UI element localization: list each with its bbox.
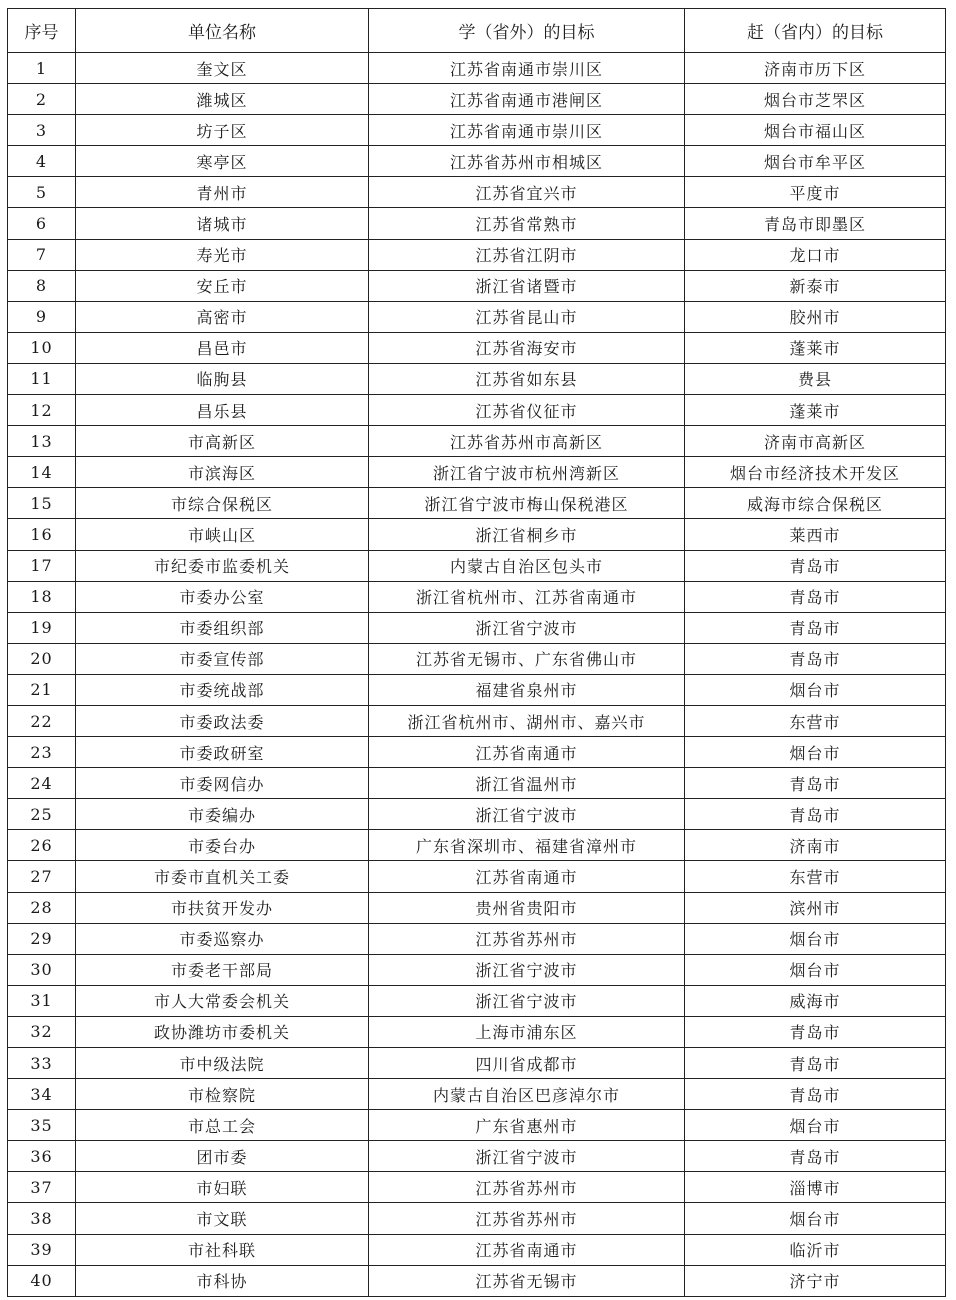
cell-unit-name: 政协潍坊市委机关 <box>76 1016 369 1047</box>
cell-unit-name: 高密市 <box>76 301 369 332</box>
table-row <box>8 332 946 363</box>
cell-index: 9 <box>8 301 76 332</box>
table-row <box>8 674 946 705</box>
cell-catch-up-target: 平度市 <box>685 177 946 208</box>
cell-learn-target: 浙江省桐乡市 <box>369 519 685 550</box>
cell-unit-name: 市委网信办 <box>76 768 369 799</box>
cell-index: 18 <box>8 581 76 612</box>
cell-unit-name: 市委编办 <box>76 799 369 830</box>
cell-learn-target: 江苏省苏州市 <box>369 1172 685 1203</box>
table-row <box>8 705 946 736</box>
cell-learn-target: 江苏省南通市港闸区 <box>369 84 685 115</box>
cell-catch-up-target: 青岛市 <box>685 612 946 643</box>
cell-unit-name: 市检察院 <box>76 1079 369 1110</box>
cell-index: 11 <box>8 363 76 394</box>
cell-unit-name: 坊子区 <box>76 115 369 146</box>
cell-index: 32 <box>8 1016 76 1047</box>
cell-catch-up-target: 烟台市 <box>685 954 946 985</box>
table-row <box>8 643 946 674</box>
cell-catch-up-target: 青岛市即墨区 <box>685 208 946 239</box>
cell-catch-up-target: 济宁市 <box>685 1265 946 1296</box>
table-row <box>8 301 946 332</box>
cell-learn-target: 江苏省江阴市 <box>369 239 685 270</box>
cell-catch-up-target: 莱西市 <box>685 519 946 550</box>
table-row <box>8 923 946 954</box>
cell-unit-name: 市中级法院 <box>76 1048 369 1079</box>
table-row <box>8 768 946 799</box>
cell-unit-name: 市滨海区 <box>76 457 369 488</box>
table-body <box>8 53 946 1297</box>
cell-unit-name: 潍城区 <box>76 84 369 115</box>
table-row <box>8 270 946 301</box>
table-row <box>8 799 946 830</box>
cell-index: 20 <box>8 643 76 674</box>
cell-catch-up-target: 龙口市 <box>685 239 946 270</box>
cell-index: 17 <box>8 550 76 581</box>
header-unit-name: 单位名称 <box>76 9 369 53</box>
cell-unit-name: 市委办公室 <box>76 581 369 612</box>
cell-index: 34 <box>8 1079 76 1110</box>
cell-learn-target: 江苏省海安市 <box>369 332 685 363</box>
table-row <box>8 861 946 892</box>
cell-learn-target: 江苏省苏州市 <box>369 923 685 954</box>
cell-learn-target: 浙江省宁波市 <box>369 985 685 1016</box>
table-row <box>8 146 946 177</box>
cell-index: 10 <box>8 332 76 363</box>
table-row <box>8 53 946 84</box>
cell-learn-target: 江苏省昆山市 <box>369 301 685 332</box>
cell-catch-up-target: 烟台市福山区 <box>685 115 946 146</box>
cell-index: 38 <box>8 1203 76 1234</box>
cell-index: 16 <box>8 519 76 550</box>
cell-unit-name: 市委政法委 <box>76 705 369 736</box>
cell-unit-name: 市委宣传部 <box>76 643 369 674</box>
table-row <box>8 1141 946 1172</box>
cell-catch-up-target: 东营市 <box>685 705 946 736</box>
cell-learn-target: 广东省深圳市、福建省漳州市 <box>369 830 685 861</box>
cell-unit-name: 市扶贫开发办 <box>76 892 369 923</box>
table-row <box>8 581 946 612</box>
cell-learn-target: 贵州省贵阳市 <box>369 892 685 923</box>
cell-index: 4 <box>8 146 76 177</box>
cell-learn-target: 江苏省仪征市 <box>369 395 685 426</box>
cell-index: 21 <box>8 674 76 705</box>
cell-learn-target: 江苏省苏州市相城区 <box>369 146 685 177</box>
cell-unit-name: 市委政研室 <box>76 737 369 768</box>
cell-learn-target: 江苏省南通市 <box>369 737 685 768</box>
cell-learn-target: 内蒙古自治区巴彦淖尔市 <box>369 1079 685 1110</box>
cell-unit-name: 市峡山区 <box>76 519 369 550</box>
cell-unit-name: 市委市直机关工委 <box>76 861 369 892</box>
cell-catch-up-target: 烟台市 <box>685 737 946 768</box>
table-row <box>8 737 946 768</box>
cell-index: 15 <box>8 488 76 519</box>
cell-catch-up-target: 威海市综合保税区 <box>685 488 946 519</box>
table-row <box>8 612 946 643</box>
table-row <box>8 1234 946 1265</box>
cell-learn-target: 浙江省宁波市 <box>369 1141 685 1172</box>
cell-index: 31 <box>8 985 76 1016</box>
cell-catch-up-target: 新泰市 <box>685 270 946 301</box>
cell-learn-target: 浙江省温州市 <box>369 768 685 799</box>
cell-learn-target: 浙江省宁波市梅山保税港区 <box>369 488 685 519</box>
cell-index: 30 <box>8 954 76 985</box>
cell-learn-target: 四川省成都市 <box>369 1048 685 1079</box>
table-row <box>8 115 946 146</box>
cell-index: 7 <box>8 239 76 270</box>
table-row <box>8 892 946 923</box>
cell-index: 27 <box>8 861 76 892</box>
cell-unit-name: 临朐县 <box>76 363 369 394</box>
cell-learn-target: 福建省泉州市 <box>369 674 685 705</box>
cell-catch-up-target: 临沂市 <box>685 1234 946 1265</box>
cell-index: 5 <box>8 177 76 208</box>
table-row <box>8 1203 946 1234</box>
cell-index: 33 <box>8 1048 76 1079</box>
cell-catch-up-target: 东营市 <box>685 861 946 892</box>
cell-learn-target: 浙江省诸暨市 <box>369 270 685 301</box>
cell-catch-up-target: 济南市高新区 <box>685 426 946 457</box>
header-index: 序号 <box>8 9 76 53</box>
cell-unit-name: 市综合保税区 <box>76 488 369 519</box>
cell-catch-up-target: 滨州市 <box>685 892 946 923</box>
table-row <box>8 208 946 239</box>
cell-learn-target: 江苏省常熟市 <box>369 208 685 239</box>
table-row <box>8 84 946 115</box>
cell-index: 8 <box>8 270 76 301</box>
header-learn-target: 学（省外）的目标 <box>369 9 685 53</box>
table-row <box>8 1110 946 1141</box>
cell-unit-name: 市委统战部 <box>76 674 369 705</box>
cell-index: 24 <box>8 768 76 799</box>
cell-unit-name: 团市委 <box>76 1141 369 1172</box>
cell-learn-target: 浙江省宁波市 <box>369 954 685 985</box>
cell-catch-up-target: 青岛市 <box>685 1141 946 1172</box>
cell-catch-up-target: 青岛市 <box>685 643 946 674</box>
cell-unit-name: 市总工会 <box>76 1110 369 1141</box>
table-row <box>8 177 946 208</box>
cell-catch-up-target: 青岛市 <box>685 1016 946 1047</box>
cell-catch-up-target: 烟台市 <box>685 674 946 705</box>
cell-index: 1 <box>8 53 76 84</box>
cell-index: 40 <box>8 1265 76 1296</box>
cell-learn-target: 江苏省南通市 <box>369 861 685 892</box>
cell-unit-name: 市委台办 <box>76 830 369 861</box>
cell-learn-target: 江苏省苏州市高新区 <box>369 426 685 457</box>
cell-catch-up-target: 济南市 <box>685 830 946 861</box>
table-row <box>8 363 946 394</box>
cell-learn-target: 上海市浦东区 <box>369 1016 685 1047</box>
cell-catch-up-target: 青岛市 <box>685 1048 946 1079</box>
cell-unit-name: 奎文区 <box>76 53 369 84</box>
table-row <box>8 954 946 985</box>
cell-learn-target: 江苏省无锡市、广东省佛山市 <box>369 643 685 674</box>
table-row <box>8 519 946 550</box>
table-row <box>8 488 946 519</box>
cell-unit-name: 市妇联 <box>76 1172 369 1203</box>
cell-unit-name: 安丘市 <box>76 270 369 301</box>
cell-unit-name: 昌乐县 <box>76 395 369 426</box>
table-row <box>8 1079 946 1110</box>
cell-catch-up-target: 胶州市 <box>685 301 946 332</box>
table-row <box>8 457 946 488</box>
header-catch-up-target: 赶（省内）的目标 <box>685 9 946 53</box>
table-row <box>8 1265 946 1296</box>
cell-learn-target: 浙江省宁波市 <box>369 799 685 830</box>
cell-unit-name: 寒亭区 <box>76 146 369 177</box>
table-row <box>8 426 946 457</box>
cell-unit-name: 市委老干部局 <box>76 954 369 985</box>
cell-catch-up-target: 蓬莱市 <box>685 395 946 426</box>
cell-catch-up-target: 蓬莱市 <box>685 332 946 363</box>
cell-catch-up-target: 烟台市 <box>685 923 946 954</box>
table-container <box>7 8 945 1297</box>
cell-index: 37 <box>8 1172 76 1203</box>
cell-index: 39 <box>8 1234 76 1265</box>
table-row <box>8 985 946 1016</box>
table-row <box>8 395 946 426</box>
cell-index: 19 <box>8 612 76 643</box>
cell-index: 12 <box>8 395 76 426</box>
cell-catch-up-target: 淄博市 <box>685 1172 946 1203</box>
cell-unit-name: 昌邑市 <box>76 332 369 363</box>
cell-unit-name: 市人大常委会机关 <box>76 985 369 1016</box>
cell-index: 26 <box>8 830 76 861</box>
cell-learn-target: 浙江省宁波市杭州湾新区 <box>369 457 685 488</box>
cell-learn-target: 内蒙古自治区包头市 <box>369 550 685 581</box>
table-row <box>8 1172 946 1203</box>
cell-learn-target: 浙江省杭州市、湖州市、嘉兴市 <box>369 705 685 736</box>
table-row <box>8 239 946 270</box>
cell-learn-target: 江苏省南通市崇川区 <box>369 53 685 84</box>
cell-learn-target: 江苏省无锡市 <box>369 1265 685 1296</box>
cell-index: 25 <box>8 799 76 830</box>
table-row <box>8 830 946 861</box>
cell-catch-up-target: 烟台市经济技术开发区 <box>685 457 946 488</box>
cell-catch-up-target: 威海市 <box>685 985 946 1016</box>
cell-index: 3 <box>8 115 76 146</box>
cell-catch-up-target: 烟台市 <box>685 1203 946 1234</box>
target-table <box>7 8 946 1297</box>
cell-unit-name: 市社科联 <box>76 1234 369 1265</box>
cell-index: 35 <box>8 1110 76 1141</box>
cell-unit-name: 市委巡察办 <box>76 923 369 954</box>
cell-unit-name: 市纪委市监委机关 <box>76 550 369 581</box>
cell-catch-up-target: 烟台市 <box>685 1110 946 1141</box>
cell-learn-target: 江苏省南通市 <box>369 1234 685 1265</box>
cell-learn-target: 江苏省南通市崇川区 <box>369 115 685 146</box>
cell-learn-target: 江苏省苏州市 <box>369 1203 685 1234</box>
cell-learn-target: 浙江省宁波市 <box>369 612 685 643</box>
cell-index: 22 <box>8 705 76 736</box>
cell-unit-name: 青州市 <box>76 177 369 208</box>
cell-learn-target: 浙江省杭州市、江苏省南通市 <box>369 581 685 612</box>
cell-index: 14 <box>8 457 76 488</box>
cell-learn-target: 江苏省宜兴市 <box>369 177 685 208</box>
table-row <box>8 1016 946 1047</box>
cell-index: 28 <box>8 892 76 923</box>
cell-catch-up-target: 费县 <box>685 363 946 394</box>
cell-unit-name: 诸城市 <box>76 208 369 239</box>
cell-index: 29 <box>8 923 76 954</box>
cell-learn-target: 广东省惠州市 <box>369 1110 685 1141</box>
cell-unit-name: 市高新区 <box>76 426 369 457</box>
cell-index: 2 <box>8 84 76 115</box>
cell-index: 13 <box>8 426 76 457</box>
cell-catch-up-target: 青岛市 <box>685 768 946 799</box>
cell-unit-name: 市委组织部 <box>76 612 369 643</box>
cell-unit-name: 市科协 <box>76 1265 369 1296</box>
cell-index: 6 <box>8 208 76 239</box>
cell-catch-up-target: 青岛市 <box>685 581 946 612</box>
cell-unit-name: 寿光市 <box>76 239 369 270</box>
cell-catch-up-target: 烟台市芝罘区 <box>685 84 946 115</box>
cell-index: 36 <box>8 1141 76 1172</box>
cell-catch-up-target: 烟台市牟平区 <box>685 146 946 177</box>
cell-catch-up-target: 青岛市 <box>685 1079 946 1110</box>
table-row <box>8 1048 946 1079</box>
cell-catch-up-target: 青岛市 <box>685 799 946 830</box>
header-row <box>8 9 946 53</box>
cell-catch-up-target: 青岛市 <box>685 550 946 581</box>
cell-index: 23 <box>8 737 76 768</box>
cell-unit-name: 市文联 <box>76 1203 369 1234</box>
table-row <box>8 550 946 581</box>
cell-catch-up-target: 济南市历下区 <box>685 53 946 84</box>
cell-learn-target: 江苏省如东县 <box>369 363 685 394</box>
